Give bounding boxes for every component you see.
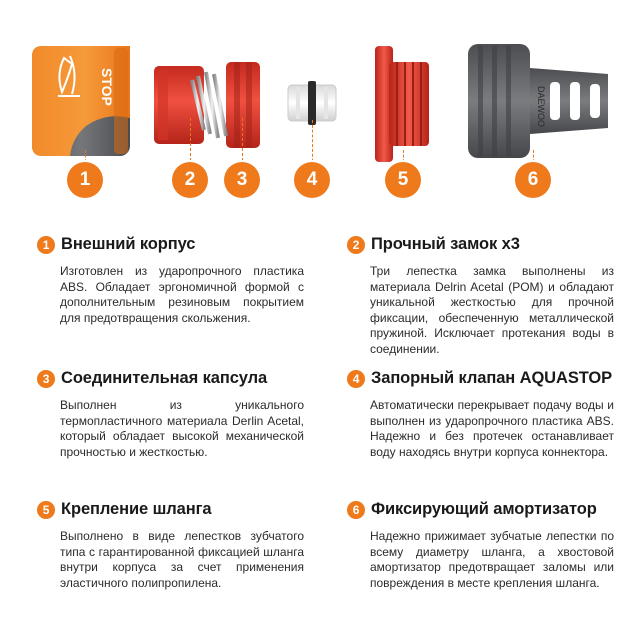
section-title <box>37 235 305 254</box>
section-outer-housing <box>37 235 305 326</box>
part-strain-relief <box>462 38 614 164</box>
section-title <box>347 235 615 254</box>
marker-5: 5 <box>385 162 421 198</box>
section-title-text: Фиксирующий амортизатор <box>371 500 597 518</box>
section-title-text: Соединительная капсула <box>61 369 268 387</box>
marker-1: 1 <box>67 162 103 198</box>
section-title <box>37 500 305 519</box>
section-lock <box>347 235 615 357</box>
part-hose-mount <box>355 44 435 164</box>
section-description: Выполнено в виде лепестков зубчатого типа с гарантированной фиксацией шланга внутри корпуса за счет применения эластичного полипропилена. <box>60 529 304 590</box>
part-outer-housing <box>28 40 138 162</box>
section-description: Три лепестка замка выполнены из материала Delrin Acetal (POM) и обладают уникальной жесткостью для прочной фиксации, обеспеченную металлической пружиной. Исключает протекания воды в соединении. <box>370 264 614 356</box>
section-title-text: Внешний корпус <box>61 235 196 253</box>
section-number-badge: 4 <box>347 370 365 388</box>
section-number-badge: 2 <box>347 236 365 254</box>
marker-2: 2 <box>172 162 208 198</box>
section-title-text: Крепление шланга <box>61 500 212 518</box>
section-title <box>347 369 615 388</box>
section-number-badge: 6 <box>347 501 365 519</box>
section-title-text: Прочный замок x3 <box>371 235 520 253</box>
section-hose-mount <box>37 500 305 591</box>
stop-logo-text: STOP <box>99 68 115 106</box>
marker-3: 3 <box>224 162 260 198</box>
section-title <box>37 369 305 388</box>
part-lock-spring <box>148 56 266 154</box>
marker-6: 6 <box>515 162 551 198</box>
section-capsule <box>37 369 305 460</box>
section-number-badge: 5 <box>37 501 55 519</box>
section-title-text: Запорный клапан AQUASTOP <box>371 369 613 387</box>
section-strain-relief <box>347 500 615 591</box>
section-title <box>347 500 615 519</box>
section-description: Надежно прижимает зубчатые лепестки по всему диаметру шланга, а хвостовой амортизатор предотвращает заломы или повреждения в месте крепления шланга. <box>370 529 614 590</box>
section-description: Изготовлен из ударопрочного пластика ABS. Обладает эргономичной формой с дополнительным резиновым покрытием для предотвращения скольжения. <box>60 264 304 325</box>
section-number-badge: 1 <box>37 236 55 254</box>
marker-4: 4 <box>294 162 330 198</box>
section-description: Выполнен из уникального термопластичного материала Derlin Acetal, который обладает высокой механической прочностью и жесткостью. <box>60 398 304 459</box>
daewoo-logo-text: DAEWOO <box>536 86 546 128</box>
section-description: Автоматически перекрывает подачу воды и выполнен из ударопрочного пластика ABS. Надежно и без протечек останавливает воду находясь внутри корпуса коннектора. <box>370 398 614 459</box>
section-number-badge: 3 <box>37 370 55 388</box>
parts-diagram <box>0 0 640 215</box>
section-valve <box>347 369 615 460</box>
